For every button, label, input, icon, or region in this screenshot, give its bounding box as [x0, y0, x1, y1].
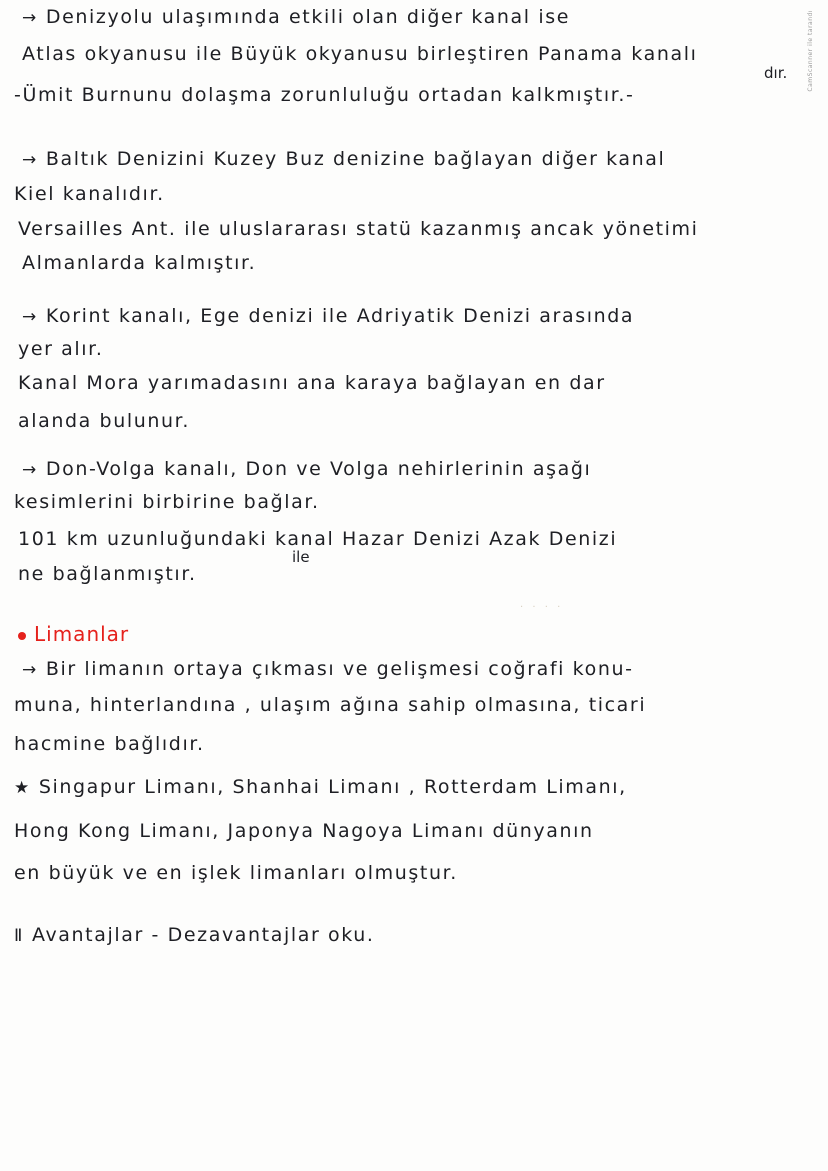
p1-line-2: Atlas okyanusu ile Büyük okyanusu birleştiren Panama kanalı: [22, 43, 698, 65]
roman-two-icon: Ⅱ: [14, 926, 24, 946]
scanner-watermark: CamScanner ile tarandı: [807, 10, 814, 92]
p1-superscript: dır.: [764, 64, 788, 82]
p2-line-1: → Baltık Denizini Kuzey Buz denizine bağlayan diğer kanal: [22, 148, 666, 170]
p4-superscript: ile: [292, 548, 310, 566]
arrow-icon: →: [22, 307, 38, 327]
paper-smudge: · · · ·: [520, 602, 564, 613]
s-line-1: → Bir limanın ortaya çıkması ve gelişmesi coğrafi konu-: [22, 658, 634, 680]
s-line-4: ★ Singapur Limanı, Shanhai Limanı , Rotterdam Limanı,: [14, 776, 627, 798]
star-icon: ★: [14, 778, 31, 798]
s-line-6: en büyük ve en işlek limanları olmuştur.: [14, 862, 458, 884]
p1-line-3: -Ümit Burnunu dolaşma zorunluluğu ortadan kalkmıştır.-: [14, 84, 635, 106]
section-heading: Limanlar: [18, 624, 129, 644]
p4-line-3: 101 km uzunluğundaki kanal Hazar Denizi Azak Denizi: [18, 528, 618, 550]
p1-line-1: → Denizyolu ulaşımında etkili olan diğer kanal ise: [22, 6, 570, 28]
s-line-5: Hong Kong Limanı, Japonya Nagoya Limanı dünyanın: [14, 820, 594, 842]
p4-line-2: kesimlerini birbirine bağlar.: [14, 491, 320, 513]
p3-line-2: yer alır.: [18, 338, 104, 360]
arrow-icon: →: [22, 8, 38, 28]
p3-line-4: alanda bulunur.: [18, 410, 190, 432]
p2-line-3: Versailles Ant. ile uluslararası statü kazanmış ancak yönetimi: [18, 218, 699, 240]
arrow-icon: →: [22, 660, 38, 680]
p4-line-1: → Don-Volga kanalı, Don ve Volga nehirlerinin aşağı: [22, 458, 592, 480]
p2-line-2: Kiel kanalıdır.: [14, 183, 165, 205]
arrow-icon: →: [22, 460, 38, 480]
p3-line-1: → Korint kanalı, Ege denizi ile Adriyatik Denizi arasında: [22, 305, 635, 327]
red-bullet-icon: [18, 632, 26, 640]
s-line-3: hacmine bağlıdır.: [14, 733, 205, 755]
arrow-icon: →: [22, 150, 38, 170]
p3-line-3: Kanal Mora yarımadasını ana karaya bağlayan en dar: [18, 372, 606, 394]
p2-line-4: Almanlarda kalmıştır.: [22, 252, 257, 274]
p4-line-4: ne bağlanmıştır.: [18, 563, 197, 585]
s-line-2: muna, hinterlandına , ulaşım ağına sahip olmasına, ticari: [14, 694, 647, 716]
s-line-7: Ⅱ Avantajlar - Dezavantajlar oku.: [14, 924, 375, 946]
